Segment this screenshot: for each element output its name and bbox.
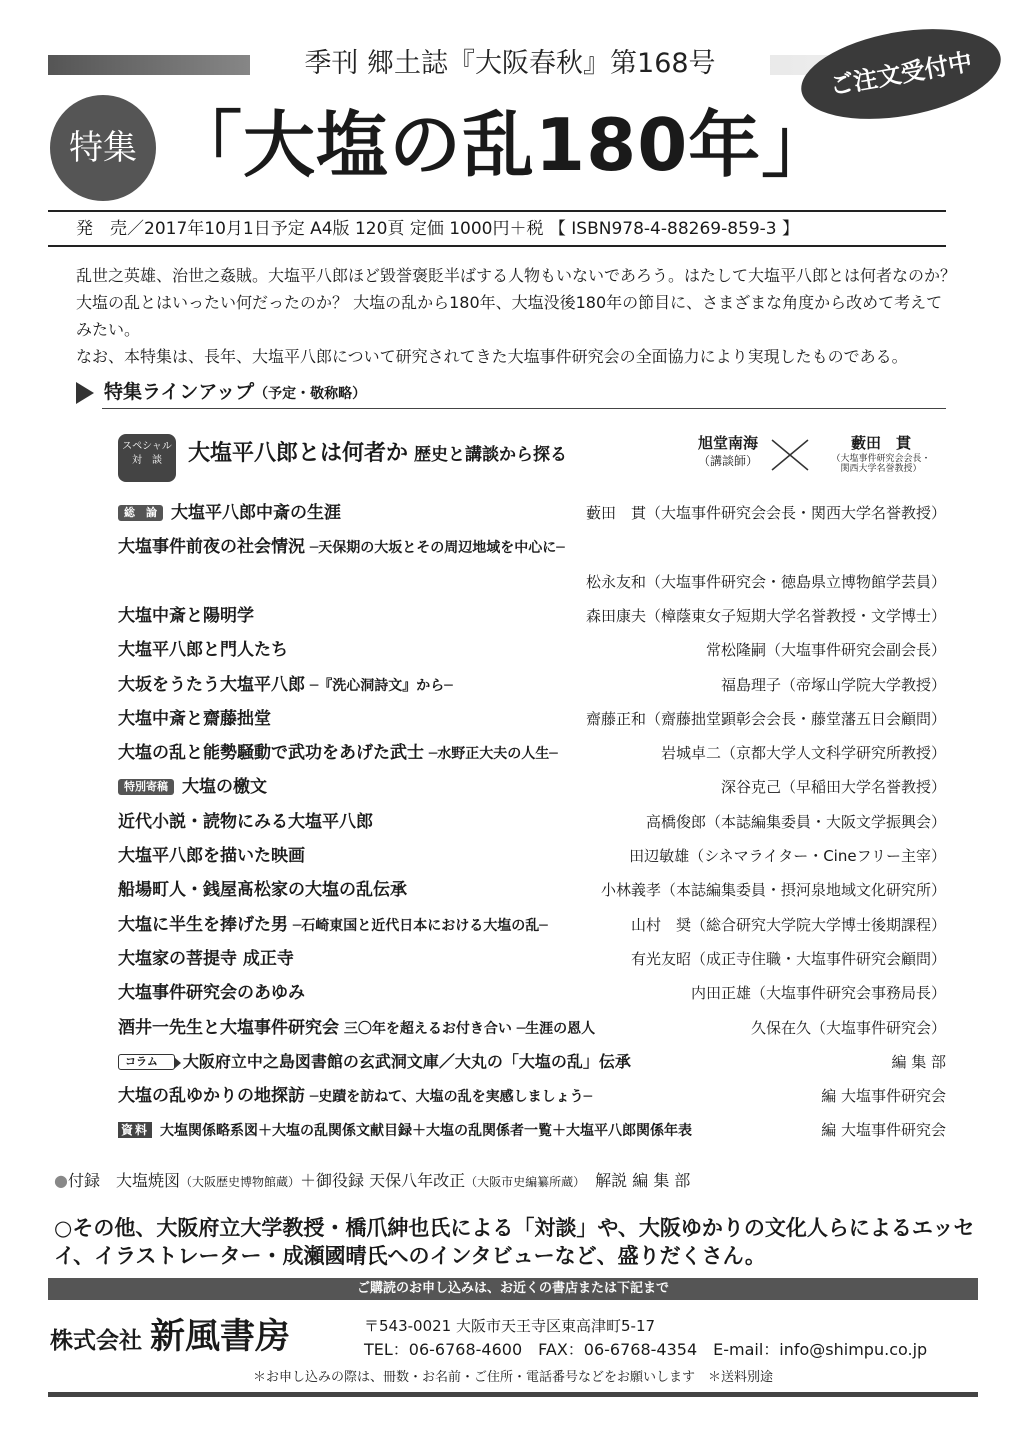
- lineup-item: [118, 567, 946, 597]
- lineup-item-author: 福島理子（帝塚山学院大学教授）: [720, 676, 946, 694]
- lineup-item-author: 有光友昭（成正寺住職・大塩事件研究会顧問）: [630, 950, 946, 968]
- lineup-item-title-text: 大塩関係略系図＋大塩の乱関係文献目録＋大塩の乱関係者一覧＋大塩平八郎関係年表: [160, 1123, 693, 1139]
- lineup-item-title-text: 酒井一先生と大塩事件研究会: [118, 1018, 339, 1038]
- lineup-item-author: 編 集 部: [891, 1053, 946, 1071]
- lineup-item-author: 藪田 貫（大塩事件研究会会長・関西大学名誉教授）: [585, 504, 946, 522]
- lineup-item: [118, 875, 946, 905]
- lineup-heading-note: （予定・敬称略）: [254, 386, 367, 402]
- lineup-item-title: [118, 910, 548, 941]
- lineup-item: [118, 1081, 946, 1111]
- cross-icon: [770, 438, 810, 472]
- lineup-item: [118, 704, 946, 734]
- lineup-item-author: 編 大塩事件研究会: [821, 1087, 946, 1105]
- lineup-item: [118, 670, 946, 700]
- lineup-item-title-text: 大塩の乱と能勢騒動で武功をあげた武士: [118, 743, 424, 763]
- lineup-item-title-text: 大坂をうたう大塩平八郎: [118, 675, 305, 695]
- lineup-item: [118, 498, 946, 528]
- lineup-item-tag: 総 論: [118, 505, 163, 521]
- lineup-item-author: 山村 奨（総合研究大学院大学博士後期課程）: [630, 916, 946, 934]
- lineup-item-title-text: 大塩平八郎と門人たち: [118, 640, 288, 660]
- lineup-item: [118, 978, 946, 1008]
- lineup-item: [118, 601, 946, 631]
- contact-info[interactable]: TEL：06-6768-4600 FAX：06-6768-4354 E-mail：info@shimpu.co.jp: [364, 1340, 928, 1359]
- page-title: 「大塩の乱180年」: [170, 103, 835, 187]
- magazine-name: 季刊 郷土誌『大阪春秋』第168号: [250, 42, 770, 86]
- special-badge: [118, 434, 176, 482]
- lineup-item-subtitle: ─史蹟を訪ねて、大塩の乱を実感しましょう─: [305, 1089, 593, 1105]
- special-person-2: [822, 432, 940, 474]
- lineup-item: [118, 1013, 946, 1043]
- lineup-item-author: 編 大塩事件研究会: [821, 1121, 946, 1139]
- lineup-item-author: 高橋俊郎（本誌編集委員・大阪文学振興会）: [645, 813, 946, 831]
- company-name: [50, 1312, 290, 1366]
- lineup-item-title-text: 大塩平八郎中斎の生涯: [171, 503, 341, 523]
- lineup-item-author: 小林義孝（本誌編集委員・摂河泉地域文化研究所）: [600, 881, 946, 899]
- lineup-item-author: 深谷克己（早稲田大学名誉教授）: [720, 778, 946, 796]
- special-subtitle: 歴史と講談から探る: [414, 445, 568, 465]
- lineup-item-title: [118, 978, 305, 1008]
- lineup-item-title-text: 大塩の乱ゆかりの地探訪: [118, 1086, 305, 1106]
- order-note: ＊お申し込みの際は、冊数・お名前・ご住所・電話番号などをお願いします ＊送料別途: [252, 1370, 773, 1385]
- lineup-item-subtitle: ─天保期の大坂とその周辺地域を中心に─: [305, 540, 565, 556]
- address: 〒543-0021 大阪市天王寺区東高津町5-17: [364, 1317, 656, 1335]
- lineup-item-subtitle: ─石崎東国と近代日本における大塩の乱─: [288, 918, 548, 934]
- lineup-item-title-text: 大塩事件前夜の社会情況: [118, 537, 305, 557]
- lineup-item-author: 松永友和（大塩事件研究会・徳島県立博物館学芸員）: [585, 573, 946, 591]
- lineup-item-title-text: 大阪府立中之島図書館の玄武洞文庫／大丸の「大塩の乱」伝承: [182, 1052, 631, 1071]
- appendix-note: （大阪市史編纂所蔵）: [465, 1175, 580, 1189]
- person-role: 関西大学名誉教授）: [840, 464, 922, 474]
- lineup-item-tag: コラム: [118, 1054, 175, 1070]
- intro-paragraph: なお、本特集は、長年、大塩平八郎について研究されてきた大塩事件研究会の全面協力により実現したものである。: [76, 347, 908, 366]
- special-title: [188, 436, 567, 473]
- appendix-note: （大阪歴史博物館蔵）: [180, 1175, 301, 1189]
- divider: [48, 210, 946, 212]
- triangle-icon: [76, 382, 94, 404]
- lineup-item-subtitle: ─『洗心洞詩文』から─: [305, 678, 453, 694]
- lineup-item-title: [118, 532, 565, 563]
- lineup-item-subtitle: ─水野正大夫の人生─: [424, 746, 558, 762]
- lineup-item-subtitle: 三〇年を超えるお付き合い ─生涯の恩人: [339, 1021, 596, 1037]
- lineup-item-title: [118, 704, 271, 734]
- lineup-item-author: 森田康夫（樟蔭東女子短期大学名誉教授・文学博士）: [585, 607, 946, 625]
- special-badge-line1: スペシャル: [122, 441, 172, 452]
- lineup-item-title: [118, 807, 373, 837]
- special-title-text: 大塩平八郎とは何者か: [188, 441, 409, 466]
- lineup-item-title: [118, 841, 305, 871]
- lineup-item-title-text: 大塩中斎と齋藤拙堂: [118, 709, 271, 729]
- lineup-item-title-text: 大塩の檄文: [182, 777, 267, 797]
- lineup-item-tag: 特別寄稿: [118, 779, 174, 795]
- intro-text: [76, 262, 956, 370]
- lineup-item-tag: 資料: [118, 1122, 152, 1138]
- feature-label: 特集: [50, 95, 156, 201]
- lineup-heading: [76, 378, 946, 410]
- lineup-item-title-text: 近代小説・読物にみる大塩平八郎: [118, 812, 373, 832]
- appendix-item: 大塩焼図: [116, 1171, 181, 1190]
- order-badge: ご注文受付中: [794, 15, 1008, 133]
- lineup-item-title: [118, 498, 341, 528]
- person-role: （大塩事件研究会会長・: [831, 454, 931, 464]
- lineup-item-title: [118, 670, 453, 701]
- lineup-item: [118, 772, 946, 802]
- lineup-item-author: 久保在久（大塩事件研究会）: [750, 1019, 946, 1037]
- lineup-item: [118, 910, 946, 940]
- person-name: 旭堂南海: [697, 434, 758, 452]
- lineup-item-title-text: 大塩事件研究会のあゆみ: [118, 983, 305, 1003]
- lineup-item: [118, 807, 946, 837]
- lineup-item: [118, 1047, 946, 1077]
- lineup-item-author: 内田正雄（大塩事件研究会事務局長）: [690, 984, 946, 1002]
- order-info-bar: ご購読のお申し込みは、お近くの書店または下記まで: [48, 1278, 978, 1300]
- lineup-item-title: [118, 772, 267, 802]
- company-prefix: 株式会社: [50, 1328, 142, 1354]
- intro-paragraph: 乱世之英雄、治世之姦賊。大塩平八郎ほど毀誉褒貶半ばする人物もいないであろう。はたして大塩平八郎とは何者なのか？ 大塩の乱とはいったい何だったのか？ 大塩の乱から180年、大塩没後180年の節目に、さまざまな角度から改めて考えてみたい。: [76, 266, 957, 339]
- person-role: （講談師）: [697, 454, 758, 468]
- lineup-item-title: [118, 601, 254, 631]
- company-title: 新風書房: [150, 1317, 291, 1357]
- appendix-item: ＋御役録 天保八年改正: [300, 1171, 466, 1190]
- lineup-item-title-text: 大塩に半生を捧げた男: [118, 915, 288, 935]
- lineup-item-title: [118, 1047, 631, 1077]
- lineup-item-title-text: 大塩家の菩提寺 成正寺: [118, 949, 294, 969]
- lineup-item-title: [118, 1115, 692, 1146]
- lineup-item-title: [118, 875, 407, 905]
- bullet-icon: ●: [54, 1171, 68, 1190]
- lineup-item: [118, 1115, 946, 1145]
- person-name: 藪田 貫: [850, 434, 911, 452]
- lineup-item-title: [118, 635, 288, 665]
- lineup-item: [118, 738, 946, 768]
- lineup-item: [118, 944, 946, 974]
- lineup-item-title: [118, 1013, 595, 1044]
- lineup-item-title: [118, 1081, 592, 1112]
- appendix-label: 付録: [67, 1171, 100, 1190]
- lineup-item-author: 岩城卓二（京都大学人文科学研究所教授）: [660, 744, 946, 762]
- lineup-item: [118, 841, 946, 871]
- divider: [48, 245, 946, 247]
- special-person-1: [688, 432, 768, 468]
- lineup-item-author: 齋藤正和（齋藤拙堂顕彰会会長・藤堂藩五日会顧問）: [585, 710, 946, 728]
- release-info: 発 売／2017年10月1日予定 A4版 120頁 定価 1000円＋税 【 ISBN978-4-88269-859-3 】: [76, 219, 800, 239]
- lineup-item-title-text: 船場町人・銭屋髙松家の大塩の乱伝承: [118, 880, 407, 900]
- lineup-heading-text: 特集ラインアップ: [104, 381, 255, 403]
- lineup-item: [118, 532, 946, 562]
- lineup-item-title-text: 大塩中斎と陽明学: [118, 606, 254, 626]
- lineup-item-title: [118, 738, 558, 769]
- lineup-item-title: [118, 944, 294, 974]
- appendix: [54, 1168, 690, 1195]
- appendix-credit: 解説 編 集 部: [595, 1171, 691, 1190]
- lineup-item-author: 常松隆嗣（大塩事件研究会副会長）: [705, 641, 946, 659]
- bottom-bar: [48, 1392, 978, 1397]
- divider: [102, 408, 946, 409]
- special-badge-line2: 対 談: [132, 455, 162, 466]
- lineup-item-title-text: 大塩平八郎を描いた映画: [118, 846, 305, 866]
- other-contents: ○その他、大阪府立大学教授・橋爪紳也氏による「対談」や、大阪ゆかりの文化人らによるエッセイ、イラストレーター・成瀬國晴氏へのインタビューなど、盛りだくさん。: [54, 1216, 975, 1268]
- lineup-item-author: 田辺敏雄（シネマライター・Cineフリー主宰）: [629, 847, 946, 865]
- lineup-item: [118, 635, 946, 665]
